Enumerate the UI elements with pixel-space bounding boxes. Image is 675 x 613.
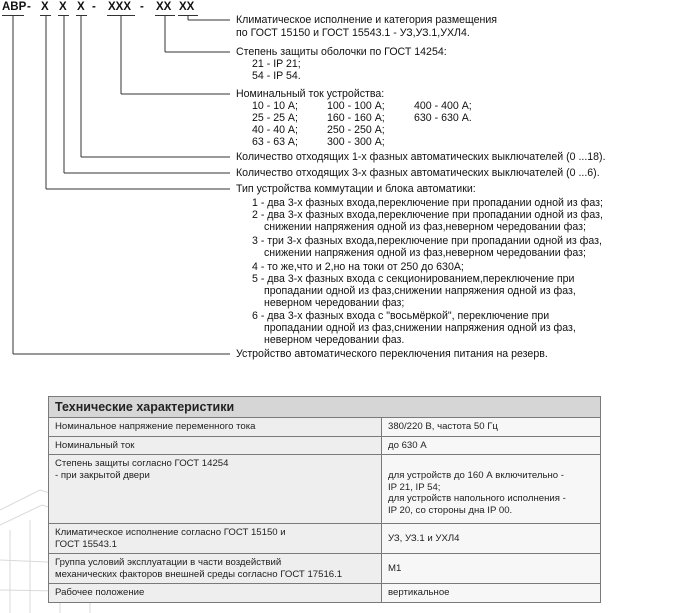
table-cell-param [49,524,382,554]
value-text: УЗ, УЗ.1 и УХЛ4 [388,532,460,544]
value-text: до 630 А [388,439,427,451]
table-cell-value [382,554,601,584]
current-value: 400 - 400 А; [414,100,472,112]
value-text: М1 [388,562,402,574]
code-segment-1ph: Х [77,1,85,13]
table-cell-value [382,584,601,603]
table-cell-value [382,436,601,455]
code-segment-climate: ХХ [179,1,195,13]
code-dash: - [92,1,96,13]
current-value: 25 - 25 А; [252,112,298,124]
table-cell-param [49,436,382,455]
switch-type-line: 2 - два 3-х фазных входа,переключение при пропадании одной из фаз, [252,209,603,221]
switch-type-line: неверном чередовании фаз. [264,334,405,346]
spec-table [48,396,601,603]
value-text: 380/220 В, частота 50 Гц [388,421,498,432]
current-value: 300 - 300 А; [327,136,385,148]
table-cell-value [382,418,601,437]
current-value: 40 - 40 А; [252,124,298,136]
desc-protection-option: 54 - IP 54. [252,70,301,82]
table-cell-value [382,524,601,554]
code-segment-current: ХХХ [108,1,132,13]
table-header-row [49,397,601,418]
param-text: механических факторов внешней среды согласно ГОСТ 17516.1 [55,568,343,580]
desc-breakers-1ph: Количество отходящих 1-х фазных автоматических выключателей (0 ...18). [236,151,606,163]
code-dash: - [140,1,144,13]
desc-climate-line-1: Климатическое исполнение и категория размещения [236,14,498,26]
table-title: Технические характеристики [49,397,601,418]
param-text: Номинальное напряжение переменного тока [55,421,256,432]
desc-current-title: Номинальный ток устройства: [236,88,385,100]
desc-protection-option: 21 - IP 21; [252,58,301,70]
switch-type-line: 1 - два 3-х фазных входа,переключение при пропадании одной из фаз; [252,197,603,209]
desc-protection-title: Степень защиты оболочки по ГОСТ 14254: [236,46,447,58]
switch-type-line: 3 - три 3-х фазных входа,переключение при пропадании одной из фаз, [252,235,602,247]
switch-type-line: пропадании одной из фаз,снижении напряжения одной из фаз, [264,322,576,334]
code-segment-3ph: Х [59,1,67,13]
switch-type-line: 6 - два 3-х фазных входа с "восьмёркой", переключение при [252,310,550,322]
code-prefix: АВР [2,1,27,13]
value-text: для устройств до 160 А включительно - [388,470,564,481]
current-value: 160 - 160 А; [327,112,385,124]
param-subtext: - при закрытой двери [55,469,150,481]
table-cell-param [49,455,382,524]
current-value: 630 - 630 А. [414,112,472,124]
param-text: Группа условий эксплуатации в части воздействий [55,557,282,568]
table-row [49,455,601,524]
table-cell-value [382,455,601,524]
param-text: Степень защиты согласно ГОСТ 14254 [55,458,229,469]
table-row [49,524,601,554]
current-value: 10 - 10 А; [252,100,298,112]
code-segment-protection: ХХ [156,1,172,13]
desc-device: Устройство автоматического переключения питания на резерв. [236,348,548,360]
value-text: вертикальное [388,587,450,598]
desc-switch-type-title: Тип устройства коммутации и блока автоматики: [236,183,476,195]
table-row [49,418,601,437]
switch-type-line: пропадании одной из фаз,снижении напряжения одной из фаз, [264,285,576,297]
value-text: IP 21, IP 54; [388,481,441,493]
param-text: Климатическое исполнение согласно ГОСТ 15150 и [55,527,286,538]
value-text: для устройств напольного исполнения - [388,493,566,504]
switch-type-line: снижении напряжения одной из фаз,неверном чередовании фаз; [264,221,586,233]
param-text: Рабочее положение [55,587,145,598]
current-value: 250 - 250 А; [327,124,385,136]
desc-breakers-3ph: Количество отходящих 3-х фазных автоматических выключателей (0 ...6). [236,167,600,179]
switch-type-line: 5 - два 3-х фазных входа с секционированием,переключение при [252,273,575,285]
code-dash: - [27,1,31,13]
desc-climate-line-2: по ГОСТ 15150 и ГОСТ 15543.1 - УЗ,УЗ.1,УХЛ4. [236,27,470,39]
table-row [49,554,601,584]
switch-type-line: неверном чередовании фаз; [264,297,405,309]
table-cell-param [49,584,382,603]
table-row [49,584,601,603]
table-cell-param [49,554,382,584]
code-segment-switch-type: Х [41,1,49,13]
current-value: 63 - 63 А; [252,136,298,148]
current-value: 100 - 100 А; [327,100,385,112]
switch-type-line: снижении напряжения одной из фаз,неверном чередовании фаз; [264,247,586,259]
param-text: ГОСТ 15543.1 [55,538,117,550]
table-cell-param [49,418,382,437]
value-text: IP 20, со стороны дна IP 00. [388,504,513,516]
param-text: Номинальный ток [55,439,135,451]
switch-type-line: 4 - то же,что и 2,но на токи от 250 до 630А; [252,261,464,273]
table-row [49,436,601,455]
